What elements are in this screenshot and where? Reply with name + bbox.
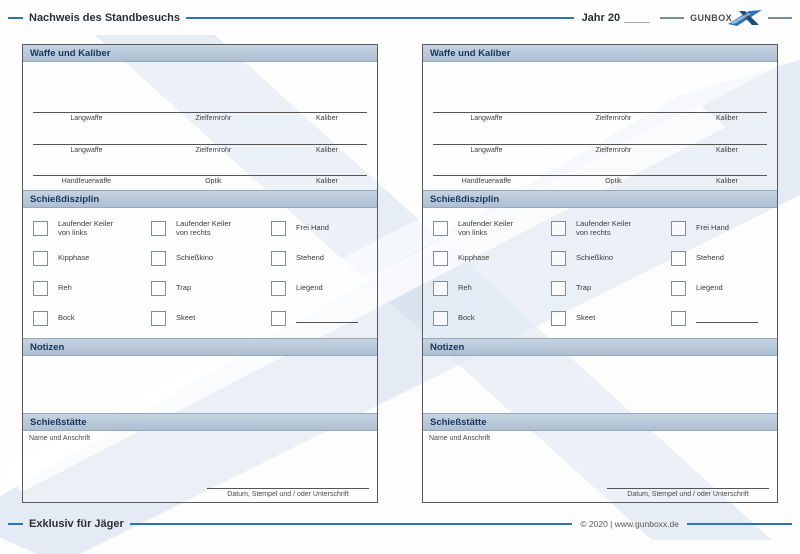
header-dash (8, 17, 23, 19)
checkbox-item (271, 213, 367, 243)
section-header-waffe (23, 45, 377, 62)
checkbox-label: Bock (58, 313, 75, 323)
section-header-waffe (423, 45, 777, 62)
checkbox-item (151, 303, 271, 333)
checkbox-item (671, 273, 767, 303)
checkbox-item (433, 273, 551, 303)
footer-left-text: Exklusiv für Jäger (29, 518, 124, 530)
checkbox-item (33, 213, 151, 243)
checkbox[interactable] (33, 311, 48, 326)
checkbox-item (151, 213, 271, 243)
page-header (8, 11, 792, 25)
checkbox[interactable] (551, 311, 566, 326)
page-footer (8, 517, 792, 531)
field-label: Kaliber (716, 147, 738, 154)
footer-rule-line (130, 523, 572, 525)
checkbox[interactable] (271, 251, 286, 266)
year-write-line[interactable] (624, 22, 650, 23)
blank-write-line[interactable] (296, 313, 358, 323)
field-label: Kaliber (316, 178, 338, 185)
notizen-section-body[interactable] (23, 356, 377, 413)
field-label: Langwaffe (470, 147, 503, 154)
section-title: Waffe und Kaliber (30, 47, 111, 59)
checkbox-item (433, 243, 551, 273)
checkbox-label: Bock (458, 313, 475, 323)
disziplin-section-body (423, 208, 777, 338)
blank-write-line[interactable] (696, 313, 758, 323)
gunboxx-logo-x-icon (728, 9, 762, 27)
checkbox[interactable] (551, 251, 566, 266)
header-rule-line (186, 17, 574, 19)
checkbox-label: Trap (576, 283, 592, 293)
checkbox[interactable] (671, 221, 686, 236)
weapon-row (33, 175, 367, 185)
field-label: Zielfernrohr (595, 147, 632, 154)
field-label: Optik (205, 178, 222, 185)
checkbox[interactable] (433, 221, 448, 236)
checkbox-item (33, 243, 151, 273)
checkbox[interactable] (151, 311, 166, 326)
checkbox-item (551, 213, 671, 243)
checkbox[interactable] (433, 281, 448, 296)
field-label: Langwaffe (470, 115, 503, 122)
checkbox[interactable] (671, 281, 686, 296)
section-title: Schießdisziplin (30, 193, 100, 205)
checkbox[interactable] (271, 281, 286, 296)
checkbox-label: Laufender Keiler von rechts (176, 218, 232, 237)
checkbox-label: Trap (176, 283, 192, 293)
section-title: Notizen (430, 341, 465, 353)
waffe-section-body (23, 62, 377, 190)
checkbox-label: Skeet (576, 313, 596, 323)
section-header-disziplin (423, 190, 777, 208)
section-title: Schießstätte (30, 416, 87, 428)
checkbox-item (33, 273, 151, 303)
footer-rule-line-right (687, 523, 792, 525)
weapon-row (33, 144, 367, 154)
checkbox-label: Skeet (176, 313, 196, 323)
page-title: Nachweis des Standbesuchs (29, 12, 180, 24)
checkbox[interactable] (33, 281, 48, 296)
name-anschrift-label: Name und Anschrift (29, 435, 91, 442)
field-label: Kaliber (716, 178, 738, 185)
year-label: Jahr 20 (581, 12, 621, 24)
checkbox[interactable] (151, 281, 166, 296)
checkbox-item (151, 273, 271, 303)
section-title: Schießstätte (430, 416, 487, 428)
checkbox-label: Stehend (696, 253, 724, 263)
checkbox-item (271, 243, 367, 273)
checkbox[interactable] (671, 251, 686, 266)
checkbox-label: Liegend (296, 283, 323, 293)
field-label: Kaliber (316, 147, 338, 154)
section-header-disziplin (23, 190, 377, 208)
signature-label: Datum, Stempel und / oder Unterschrift (227, 491, 349, 498)
checkbox-label: Reh (458, 283, 472, 293)
section-title: Notizen (30, 341, 65, 353)
checkbox[interactable] (33, 221, 48, 236)
checkbox-label: Schießkino (576, 253, 614, 263)
checkbox[interactable] (433, 251, 448, 266)
checkbox-item (433, 213, 551, 243)
section-title: Schießdisziplin (430, 193, 500, 205)
field-label: Zielfernrohr (595, 115, 632, 122)
form-panel (422, 44, 778, 503)
checkbox-label: Schießkino (176, 253, 214, 263)
waffe-section-body (423, 62, 777, 190)
checkbox[interactable] (33, 251, 48, 266)
checkbox[interactable] (151, 221, 166, 236)
schiessstaette-section-body (23, 431, 377, 502)
weapon-row (33, 112, 367, 122)
schiessstaette-section-body (423, 431, 777, 502)
checkbox-label: Frei Hand (696, 223, 729, 233)
section-title: Waffe und Kaliber (430, 47, 511, 59)
form-panel (22, 44, 378, 503)
checkbox-item (271, 273, 367, 303)
gunboxx-logo-text: GUNBOX (690, 13, 732, 23)
name-anschrift-label: Name und Anschrift (429, 435, 491, 442)
checkbox[interactable] (271, 221, 286, 236)
checkbox-label: Kipphase (458, 253, 490, 263)
section-header-schiessstaette (23, 413, 377, 431)
field-label: Langwaffe (70, 147, 103, 154)
checkbox-item (671, 243, 767, 273)
checkbox-item (433, 303, 551, 333)
checkbox[interactable] (151, 251, 166, 266)
field-label: Kaliber (316, 115, 338, 122)
field-label: Kaliber (716, 115, 738, 122)
signature-block (607, 488, 769, 498)
disziplin-section-body (23, 208, 377, 338)
header-gray-segment-right (768, 17, 792, 19)
checkbox-item (551, 303, 671, 333)
field-label: Zielfernrohr (195, 115, 232, 122)
weapon-row (433, 144, 767, 154)
footer-dash (8, 523, 23, 525)
gunboxx-logo (690, 9, 762, 27)
checkbox[interactable] (271, 311, 286, 326)
weapon-row (433, 175, 767, 185)
header-gray-segment (660, 17, 684, 19)
checkbox-label: Frei Hand (296, 223, 329, 233)
signature-block (207, 488, 369, 498)
checkbox-item (551, 273, 671, 303)
field-label: Langwaffe (70, 115, 103, 122)
field-label: Optik (605, 178, 622, 185)
checkbox-label: Laufender Keiler von links (58, 218, 114, 237)
checkbox-label: Stehend (296, 253, 324, 263)
checkbox-item-other (271, 303, 367, 333)
field-label: Zielfernrohr (195, 147, 232, 154)
checkbox-item (551, 243, 671, 273)
section-header-notizen (23, 338, 377, 356)
copyright-text: © 2020 | www.gunboxx.de (580, 519, 679, 529)
checkbox[interactable] (433, 311, 448, 326)
checkbox-item-other (671, 303, 767, 333)
checkbox[interactable] (671, 311, 686, 326)
checkbox-label: Kipphase (58, 253, 90, 263)
section-header-schiessstaette (423, 413, 777, 431)
checkbox-item (33, 303, 151, 333)
checkbox-item (671, 213, 767, 243)
checkbox-label: Laufender Keiler von rechts (576, 218, 632, 237)
checkbox-label: Liegend (696, 283, 723, 293)
weapon-row (433, 112, 767, 122)
checkbox-item (151, 243, 271, 273)
checkbox[interactable] (551, 281, 566, 296)
field-label: Handfeuerwaffe (461, 178, 512, 185)
section-header-notizen (423, 338, 777, 356)
field-label: Handfeuerwaffe (61, 178, 112, 185)
signature-label: Datum, Stempel und / oder Unterschrift (627, 491, 749, 498)
checkbox-label: Laufender Keiler von links (458, 218, 514, 237)
checkbox-label: Reh (58, 283, 72, 293)
notizen-section-body[interactable] (423, 356, 777, 413)
checkbox[interactable] (551, 221, 566, 236)
